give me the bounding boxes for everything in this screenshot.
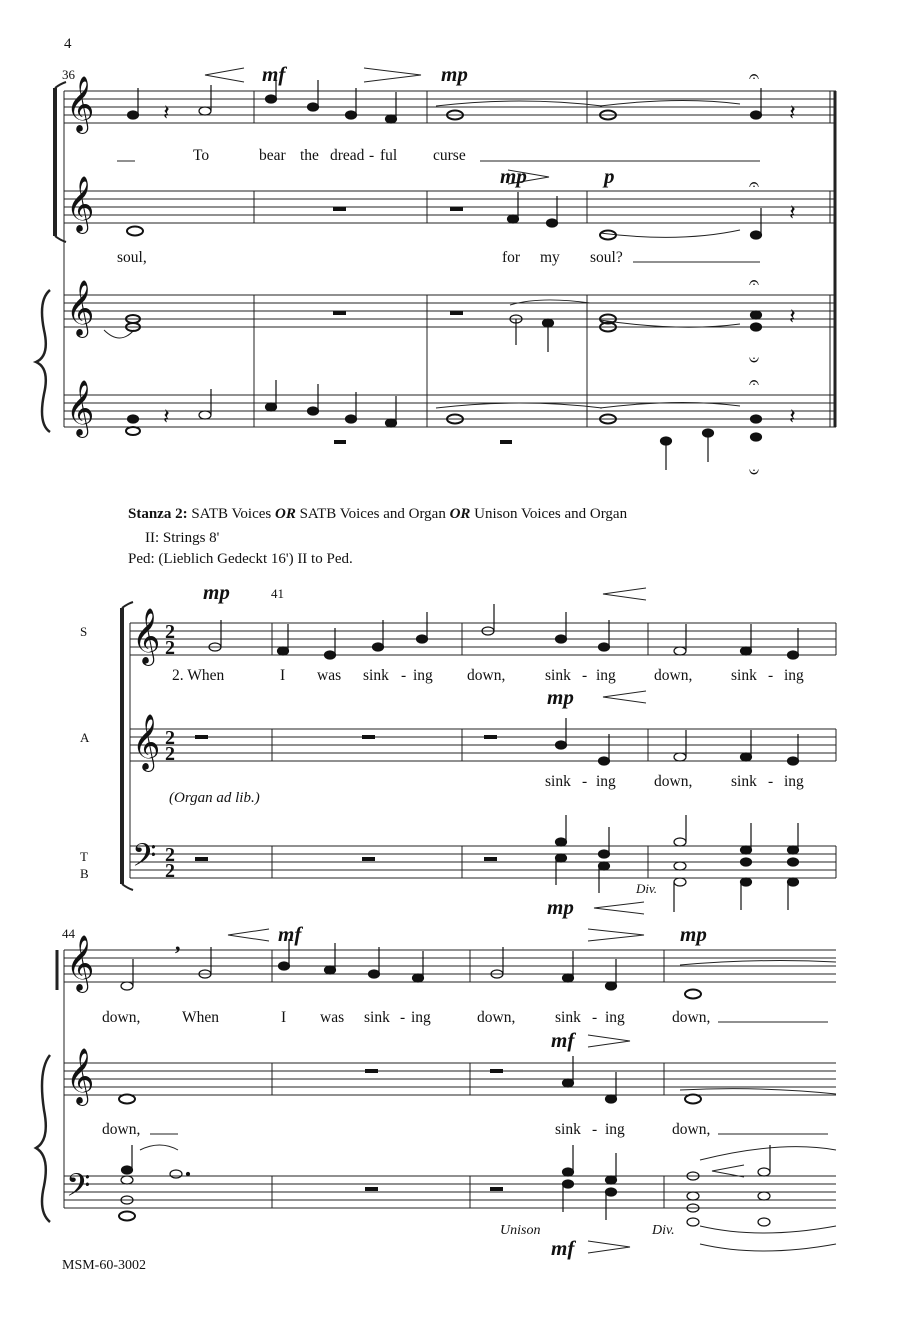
- dynamic-marking: mp: [680, 922, 707, 946]
- treble-clef-icon: 𝄞: [132, 608, 161, 664]
- svg-text:2: 2: [165, 637, 175, 659]
- lyric-syllable: sink: [545, 773, 571, 790]
- hairpin-cresc: [228, 929, 269, 941]
- lyric-hyphen: -: [592, 1121, 598, 1138]
- lyric-syllable: ing: [605, 1121, 625, 1138]
- lyric-syllable: was: [320, 1009, 345, 1026]
- lyric-hyphen: -: [369, 147, 375, 164]
- system2-staff-tenor-bass: [130, 846, 836, 878]
- lyric-syllable: down,: [477, 1009, 516, 1026]
- lyric-syllable: down,: [654, 773, 693, 790]
- bass-clef-icon: 𝄢: [132, 837, 157, 881]
- lyric-syllable: down,: [654, 667, 693, 684]
- lyric-syllable: ful: [380, 147, 398, 164]
- treble-clef-icon: 𝄞: [66, 1048, 95, 1104]
- lyric-syllable: ing: [411, 1009, 431, 1026]
- lyric-syllable: sink: [731, 667, 757, 684]
- lyric-syllable: soul,: [117, 249, 147, 266]
- svg-text:𝄽: 𝄽: [789, 201, 796, 226]
- svg-text:𝄽: 𝄽: [789, 305, 796, 330]
- lyric-syllable: down,: [102, 1009, 141, 1026]
- lyric-syllable: I: [280, 667, 286, 684]
- system2-staff-soprano: [130, 623, 836, 655]
- lyric-syllable: To: [193, 147, 210, 164]
- system3-staff-alto: [64, 1063, 836, 1095]
- unison-marking: Unison: [500, 1223, 541, 1238]
- treble-clef-icon: 𝄞: [66, 380, 95, 436]
- lyric-hyphen: -: [582, 667, 588, 684]
- hairpin-cresc: [603, 588, 646, 600]
- footer-code: MSM-60-3002: [62, 1258, 147, 1273]
- lyric-syllable: sink: [555, 1009, 581, 1026]
- div-marking: Div.: [636, 881, 658, 896]
- stanza-option: SATB Voices and Organ: [299, 506, 446, 522]
- stanza-label: Stanza 2:: [128, 506, 188, 522]
- lyric-syllable: sink: [555, 1121, 581, 1138]
- svg-text:𝄽: 𝄽: [789, 101, 796, 126]
- lyric-syllable: down,: [102, 1121, 141, 1138]
- stanza-or: OR: [449, 506, 471, 522]
- hairpin-dim: [588, 929, 644, 941]
- dynamic-marking: mf: [262, 62, 286, 86]
- lyric-hyphen: -: [582, 773, 588, 790]
- svg-text:2: 2: [165, 743, 175, 765]
- svg-text:𝄐: 𝄐: [749, 66, 760, 87]
- hairpin-cresc: [594, 902, 644, 914]
- dynamic-marking: mp: [500, 164, 527, 188]
- system2-staff-alto: [130, 729, 836, 761]
- lyric-syllable: When: [182, 1009, 220, 1026]
- lyric-syllable: bear: [259, 147, 286, 164]
- lyric-syllable: was: [317, 667, 342, 684]
- hairpin-cresc: [603, 691, 646, 703]
- system1-barlines: [64, 91, 835, 427]
- lyric-syllable: the: [300, 147, 319, 164]
- svg-text:𝄽: 𝄽: [789, 405, 796, 430]
- hairpin-cresc: [712, 1165, 744, 1177]
- lyric-hyphen: -: [768, 773, 774, 790]
- registration-pedal: Ped: (Lieblich Gedeckt 16') II to Ped.: [128, 551, 353, 567]
- div-marking: Div.: [652, 1223, 675, 1238]
- svg-text:𝄐: 𝄐: [749, 372, 760, 393]
- voice-label-soprano: S: [80, 624, 88, 639]
- dynamic-marking: mf: [551, 1236, 575, 1260]
- treble-clef-icon: 𝄞: [66, 280, 95, 336]
- lyric-syllable: down,: [672, 1121, 711, 1138]
- svg-text:2: 2: [165, 844, 175, 866]
- treble-clef-icon: 𝄞: [66, 935, 95, 991]
- measure-number: 41: [271, 586, 284, 601]
- dynamic-marking: p: [604, 164, 615, 188]
- svg-text:𝄽: 𝄽: [163, 405, 170, 430]
- stanza-or: OR: [274, 506, 296, 522]
- svg-text:,: ,: [175, 930, 181, 955]
- measure-number: 44: [62, 926, 75, 941]
- treble-clef-icon: 𝄞: [66, 76, 95, 132]
- registration-manual: II: Strings 8': [145, 530, 220, 546]
- lyric-hyphen: -: [400, 1009, 406, 1026]
- hairpin-dim: [364, 68, 421, 82]
- voice-label-bass: B: [80, 866, 89, 881]
- voice-label-tenor: T: [80, 849, 88, 864]
- lyric-syllable: 2. When: [172, 667, 225, 684]
- page-number: 4: [64, 36, 72, 52]
- lyric-syllable: ing: [784, 667, 804, 684]
- svg-text:𝄐: 𝄐: [749, 272, 760, 293]
- lyric-syllable: sink: [363, 667, 389, 684]
- lyric-syllable: ing: [596, 667, 616, 684]
- treble-clef-icon: 𝄞: [132, 714, 161, 770]
- hairpin-dim: [588, 1035, 630, 1047]
- dynamic-marking: mp: [547, 685, 574, 709]
- dynamic-marking: mp: [203, 580, 230, 604]
- svg-text:𝄽: 𝄽: [163, 101, 170, 126]
- hairpin-cresc: [205, 68, 244, 82]
- lyric-syllable: ing: [596, 773, 616, 790]
- svg-text:𝄑: 𝄑: [749, 462, 760, 483]
- svg-text:𝄑: 𝄑: [749, 350, 760, 371]
- lyric-syllable: curse: [433, 147, 466, 164]
- svg-text:2: 2: [165, 727, 175, 749]
- lyric-syllable: down,: [672, 1009, 711, 1026]
- lyric-syllable: sink: [545, 667, 571, 684]
- bass-clef-icon: 𝄢: [66, 1167, 91, 1211]
- lyric-syllable: my: [540, 249, 560, 266]
- dynamic-marking: mf: [278, 922, 302, 946]
- lyric-syllable: I: [281, 1009, 287, 1026]
- lyric-syllable: for: [502, 249, 521, 266]
- svg-text:2: 2: [165, 860, 175, 882]
- system3-staff-tenor-bass: [64, 1176, 836, 1208]
- lyric-syllable: ing: [413, 667, 433, 684]
- stanza-option: SATB Voices: [191, 506, 272, 522]
- stanza-heading: [128, 506, 627, 523]
- voice-label-alto: A: [80, 730, 90, 745]
- stanza-option: Unison Voices and Organ: [474, 506, 628, 522]
- dynamic-marking: mp: [441, 62, 468, 86]
- lyric-syllable: soul?: [590, 249, 623, 266]
- dynamic-marking: mf: [551, 1028, 575, 1052]
- lyric-syllable: ing: [784, 773, 804, 790]
- hairpin-dim: [588, 1241, 630, 1253]
- system2-barlines: [130, 623, 836, 878]
- lyric-hyphen: -: [401, 667, 407, 684]
- lyric-syllable: sink: [364, 1009, 390, 1026]
- measure-number: 36: [62, 67, 75, 82]
- lyric-hyphen: -: [768, 667, 774, 684]
- lyric-hyphen: -: [592, 1009, 598, 1026]
- organ-ad-lib-note: (Organ ad lib.): [169, 790, 260, 806]
- treble-clef-icon: 𝄞: [66, 176, 95, 232]
- lyric-syllable: dread: [330, 147, 365, 164]
- svg-text:𝄐: 𝄐: [749, 174, 760, 195]
- svg-text:2: 2: [165, 621, 175, 643]
- lyric-syllable: down,: [467, 667, 506, 684]
- lyric-syllable: sink: [731, 773, 757, 790]
- lyric-syllable: ing: [605, 1009, 625, 1026]
- dynamic-marking: mp: [547, 895, 574, 919]
